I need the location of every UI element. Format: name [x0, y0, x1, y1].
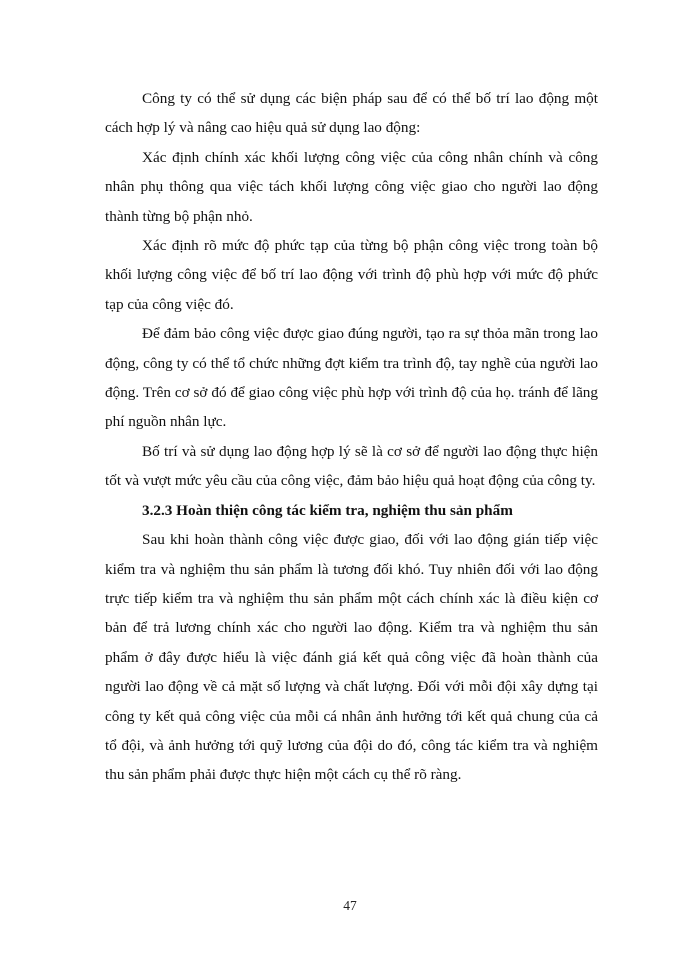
- body-paragraph: Để đảm bảo công việc được giao đúng người, tạo ra sự thỏa mãn trong lao động, công ty có thể tổ chức những đợt kiểm tra trình độ, tay nghề của người lao động. Trên cơ sở đó để giao công việc phù hợp với trình độ của họ. tránh để lãng phí nguồn nhân lực.: [105, 325, 598, 431]
- page-number: 47: [343, 898, 357, 913]
- body-paragraph: Công ty có thể sử dụng các biện pháp sau để có thể bố trí lao động một cách hợp lý và nâng cao hiệu quả sử dụng lao động:: [105, 90, 598, 137]
- page-body: [105, 84, 598, 790]
- body-paragraph: Bố trí và sử dụng lao động hợp lý sẽ là cơ sở để người lao động thực hiện tốt và vượt mức yêu cầu của công việc, đảm bảo hiệu quả hoạt động của công ty.: [105, 442, 598, 490]
- section-heading: 3.2.3 Hoàn thiện công tác kiểm tra, nghiệm thu sản phẩm: [142, 501, 513, 519]
- body-paragraph: Xác định chính xác khối lượng công việc của công nhân chính và công nhân phụ thông qua việc tách khối lượng công việc giao cho người lao động thành từng bộ phận nhỏ.: [105, 148, 598, 225]
- body-paragraph: Sau khi hoàn thành công việc được giao, đối với lao động gián tiếp việc kiểm tra và nghiệm thu sản phẩm là tương đối khó. Tuy nhiên đối với lao động trực tiếp kiểm tra và nghiệm thu sản phẩm một cách chính xác là điều kiện cơ bản để trả lương chính xác cho người lao động. Kiểm tra và nghiệm thu sản phẩm ở đây được hiểu là việc đánh giá kết quả công việc đã hoàn thành của người lao động về cả mặt số lượng và chất lượng. Đối với mỗi đội xây dựng tại công ty kết quả công việc của mỗi cá nhân ảnh hưởng tới kết quả chung của cả tổ đội, và ảnh hưởng tới quỹ lương của đội do đó, công tác kiểm tra và nghiệm thu sản phẩm phải được thực hiện một cách cụ thể rõ ràng.: [105, 531, 598, 784]
- body-paragraph: Xác định rõ mức độ phức tạp của từng bộ phận công việc trong toàn bộ khối lượng công việc để bố trí lao động với trình độ phù hợp với mức độ phức tạp của công việc đó.: [105, 237, 598, 313]
